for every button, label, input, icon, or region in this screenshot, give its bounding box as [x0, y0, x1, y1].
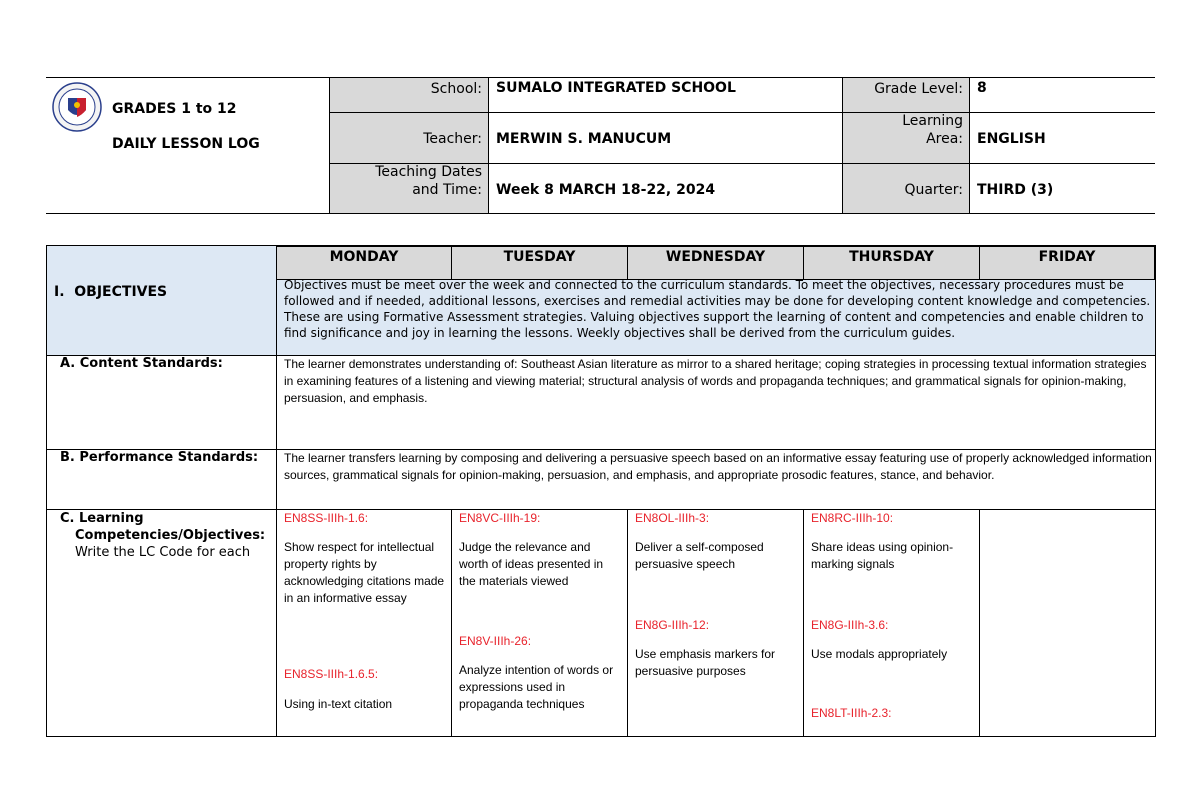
- thursday-code-3: EN8LT-IIIh-2.3:: [811, 706, 892, 720]
- teacher-label: Teacher:: [423, 131, 482, 147]
- comp-col-divider-1: [451, 509, 452, 737]
- comp-col-divider-4: [979, 509, 980, 737]
- content-standards-text: The learner demonstrates understanding of: Southeast Asian literature as mirror to a shared heritage; coping strategies in processing textual information strategies in examining features of a listening and viewing material; structural analysis of words and propaganda techniques; and grammatical signals for opinion-making, persuasion, and emphasis.: [284, 357, 1147, 405]
- performance-standards-text: The learner transfers learning by composing and delivering a persuasive speech based on an informative essay featuring use of properly acknowledged information sources, grammatical signals for opinion-making, persuasion, and emphasis, and appropriate prosodic features, stance, and behavior.: [284, 451, 1152, 482]
- label-column-divider: [276, 245, 277, 737]
- header-vline-4: [969, 77, 970, 214]
- tuesday-text-2: Analyze intention of words or expressions used in propaganda techniques: [459, 663, 614, 711]
- thursday-code-2: EN8G-IIIh-3.6:: [811, 618, 889, 632]
- quarter-label: Quarter:: [904, 182, 963, 198]
- dates-label-1: Teaching Dates: [375, 164, 482, 180]
- learning-area-label-1: Learning: [902, 113, 963, 129]
- grade-level-value: 8: [977, 80, 987, 96]
- wednesday-code-2: EN8G-IIIh-12:: [635, 618, 710, 632]
- competencies-label-1: C. Learning: [60, 511, 144, 526]
- performance-standards-label: B. Performance Standards:: [60, 450, 259, 465]
- school-label: School:: [430, 81, 482, 97]
- learning-area-label-2: Area:: [926, 131, 963, 147]
- header-top-rule: [46, 77, 1155, 78]
- tuesday-code-2: EN8V-IIIh-26:: [459, 634, 532, 648]
- header-hline-1: [329, 112, 1155, 113]
- monday-text-1: Show respect for intellectual property rights by acknowledging citations made in an informative essay: [284, 540, 445, 605]
- header-vline-1: [329, 77, 330, 214]
- thursday-text-2: Use modals appropriately: [811, 647, 948, 661]
- day-header-wednesday: WEDNESDAY: [627, 246, 804, 280]
- day-header-tuesday: TUESDAY: [451, 246, 628, 280]
- title-grades: GRADES 1 to 12: [112, 101, 237, 117]
- dates-label-2: and Time:: [412, 182, 482, 198]
- wednesday-code-1: EN8OL-IIIh-3:: [635, 511, 710, 525]
- thursday-code-1: EN8RC-IIIh-10:: [811, 511, 894, 525]
- school-value: SUMALO INTEGRATED SCHOOL: [496, 80, 736, 96]
- header-vline-3: [842, 77, 843, 214]
- wednesday-text-1: Deliver a self-composed persuasive speech: [635, 540, 764, 571]
- day-header-thursday: THURSDAY: [803, 246, 980, 280]
- learning-area-value: ENGLISH: [977, 131, 1046, 147]
- comp-col-divider-2: [627, 509, 628, 737]
- deped-seal-logo: [52, 82, 102, 132]
- dates-value: Week 8 MARCH 18-22, 2024: [496, 182, 716, 198]
- title-daily-lesson-log: DAILY LESSON LOG: [112, 136, 260, 152]
- wednesday-text-2: Use emphasis markers for persuasive purposes: [635, 647, 776, 678]
- thursday-text-1: Share ideas using opinion-marking signals: [811, 540, 954, 571]
- header-bottom-rule: [46, 213, 1155, 214]
- row-divider-performance: [46, 509, 1156, 510]
- competencies-label-2: Competencies/Objectives:: [75, 528, 266, 543]
- monday-text-2: Using in-text citation: [284, 697, 393, 711]
- monday-code-2: EN8SS-IIIh-1.6.5:: [284, 667, 379, 681]
- header-vline-2: [488, 77, 489, 214]
- day-header-friday: FRIDAY: [979, 246, 1155, 280]
- objectives-text: Objectives must be meet over the week and connected to the curriculum standards. To meet the objectives, necessary procedures must be followed and if needed, additional lessons, exercises and remedial activities may be done for developing content knowledge and competencies. These are using Formative Assessment strategies. Valuing objectives support the learning of content and competencies and enable children to find significance and joy in learning the lessons. Weekly objectives shall be derived from the curriculum guides.: [284, 278, 1151, 340]
- tuesday-text-1: Judge the relevance and worth of ideas presented in the materials viewed: [459, 540, 604, 588]
- quarter-value: THIRD (3): [977, 182, 1054, 198]
- teacher-value: MERWIN S. MANUCUM: [496, 131, 672, 147]
- grade-level-label: Grade Level:: [874, 81, 963, 97]
- objectives-label: I. OBJECTIVES: [54, 284, 168, 300]
- monday-code-1: EN8SS-IIIh-1.6:: [284, 511, 369, 525]
- tuesday-code-1: EN8VC-IIIh-19:: [459, 511, 541, 525]
- comp-col-divider-3: [803, 509, 804, 737]
- content-standards-label: A. Content Standards:: [60, 356, 223, 371]
- day-header-monday: MONDAY: [276, 246, 452, 280]
- competencies-label-3: Write the LC Code for each: [75, 545, 251, 560]
